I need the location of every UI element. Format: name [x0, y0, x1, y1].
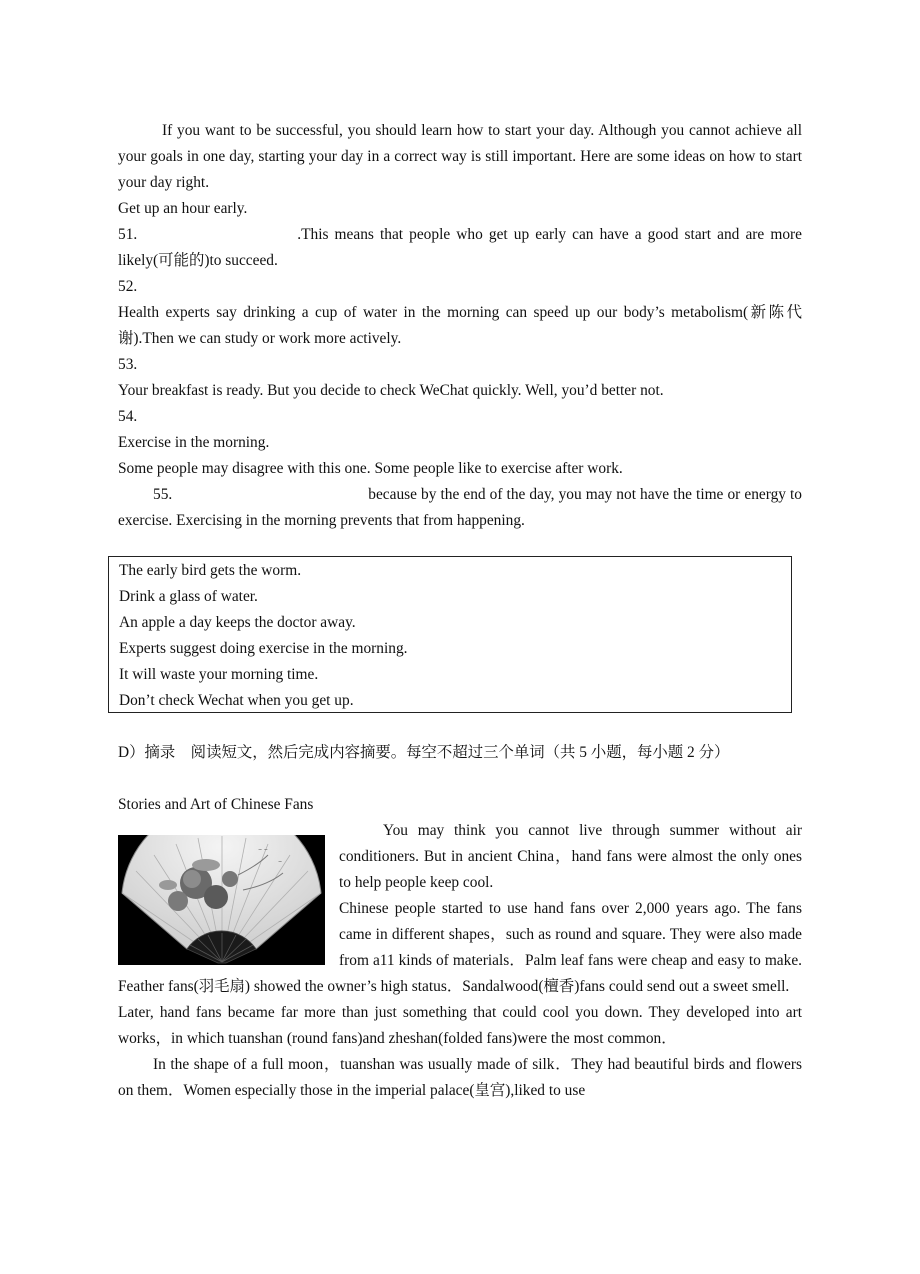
- passage-c: [118, 118, 802, 534]
- article-paragraph-4: In the shape of a full moon，tuanshan was usually made of silk．They had beautiful birds and flowers on them．Women especially those in the imperial palace(皇宫),liked to use: [118, 1056, 802, 1099]
- article-paragraph-1: You may think you cannot live through summer without air conditioners. But in ancient China，hand fans were almost the only ones to help people keep cool.: [339, 822, 802, 891]
- article-title: Stories and Art of Chinese Fans: [118, 796, 314, 813]
- q55-number: 55.: [153, 486, 173, 503]
- options-box: [108, 556, 792, 713]
- svg-text:~: ~: [278, 859, 283, 865]
- q51-text: .This means that people who get up early can have a good start and are more likely(可能的)to succeed.: [118, 226, 802, 269]
- paragraph-54: Some people may disagree with this one. Some people like to exercise after work.: [118, 460, 623, 477]
- q51-number: 51.: [118, 226, 138, 243]
- option-item: The early bird gets the worm.: [119, 562, 302, 579]
- paragraph-53: Your breakfast is ready. But you decide to check WeChat quickly. Well, you’d better not.: [118, 382, 664, 399]
- question-51: [118, 222, 802, 274]
- intro-paragraph: If you want to be successful, you should learn how to start your day. Although you cannot achieve all your goals in one day, starting your day in a correct way is still important. Here are some ideas on how to start your day right.: [118, 122, 802, 191]
- article-paragraph-3: Later, hand fans became far more than just something that could cool you down. They developed into art works，in which tuanshan (round fans)and zheshan(folded fans)were the most common．: [118, 1004, 802, 1047]
- question-55: [118, 482, 802, 534]
- option-item: It will waste your morning time.: [119, 666, 319, 683]
- section-d-instruction: D）摘录 阅读短文，然后完成内容摘要。每空不超过三个单词（共 5 小题，每小题 2 分）: [118, 744, 730, 761]
- article-paragraph-2: Chinese people started to use hand fans over 2,000 years ago. The fans came in different shapes，such as round and square. They were also made from a11 kinds of materials．Palm leaf fans were cheap and easy to make. Feather fans(羽毛扇) showed the owner’s high status．Sandalwood(檀香)fans could send out a sweet smell.: [118, 900, 802, 995]
- svg-text:~ ~: ~ ~: [258, 847, 268, 853]
- question-54-number: 54.: [118, 408, 138, 425]
- option-item: An apple a day keeps the doctor away.: [119, 614, 356, 631]
- folding-fan-image: [118, 835, 325, 965]
- paragraph-52: Health experts say drinking a cup of water in the morning can speed up our body’s metabolism(新陈代谢).Then we can study or work more actively.: [118, 304, 802, 347]
- option-item: Experts suggest doing exercise in the morning.: [119, 640, 408, 657]
- fan-article: [118, 818, 802, 1104]
- question-52-number: 52.: [118, 278, 138, 295]
- q55-text: because by the end of the day, you may not have the time or energy to exercise. Exercising in the morning prevents that from happening.: [118, 486, 802, 529]
- heading-exercise: Exercise in the morning.: [118, 434, 270, 451]
- option-item: Don’t check Wechat when you get up.: [119, 692, 354, 709]
- option-item: Drink a glass of water.: [119, 588, 258, 605]
- heading-get-up: Get up an hour early.: [118, 200, 248, 217]
- question-53-number: 53.: [118, 356, 138, 373]
